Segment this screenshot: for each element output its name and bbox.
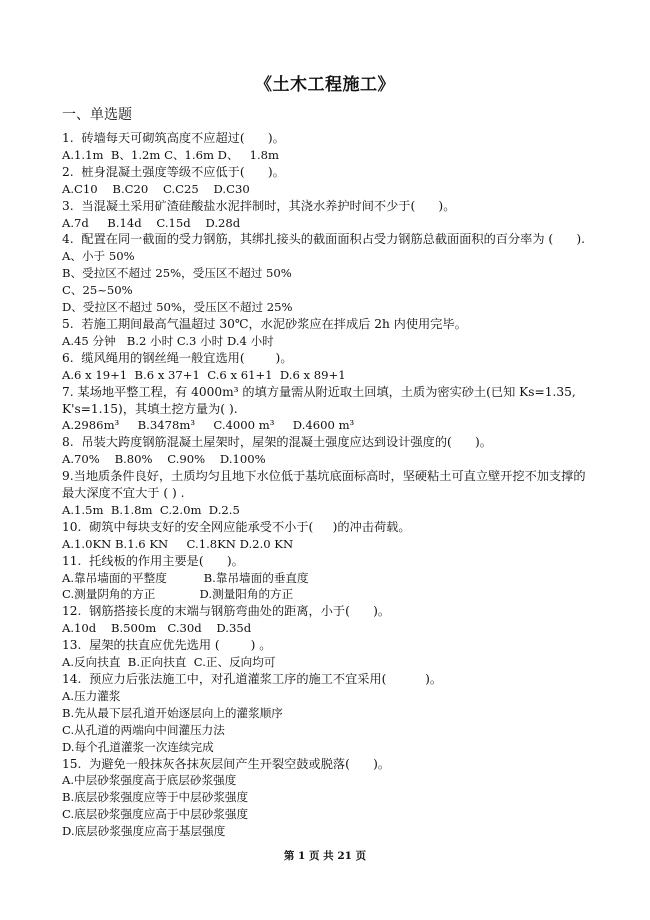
answer-options: D、受拉区不超过 50%，受压区不超过 25%: [62, 300, 293, 315]
answer-options: B.底层砂浆强度应等于中层砂浆强度: [62, 790, 249, 805]
answer-options: C.测量阴角的方正 D.测量阳角的方正: [62, 587, 294, 602]
answer-options: A.中层砂浆强度高于底层砂浆强度: [62, 773, 237, 788]
answer-options: B、受拉区不超过 25%，受压区不超过 50%: [62, 266, 292, 281]
answer-options: D.每个孔道灌浆一次连续完成: [62, 739, 214, 754]
question-text: 6. 缆风绳用的钢丝绳一般宜选用( )。: [62, 350, 293, 365]
answer-options: A.2986m³ B.3478m³ C.4000 m³ D.4600 m³: [62, 418, 355, 433]
answer-options: A、小于 50%: [62, 249, 135, 264]
question-text: 13. 屋架的扶直应优先选用 ( ) 。: [62, 638, 272, 653]
section-heading: 一、单选题: [62, 107, 132, 123]
answer-options: A.1.1m B、1.2m C、1.6m D、 1.8m: [62, 147, 280, 162]
answer-options: A.压力灌浆: [62, 688, 121, 703]
question-text: 3. 当混凝土采用矿渣硅酸盐水泥拌制时，其浇水养护时间不少于( )。: [62, 198, 456, 213]
question-text: 7. 某场地平整工程，有 4000m³ 的填方量需从附近取土回填，土质为密实砂土(已知 Ks=1.35, K's=1.15)，其填土挖方量为( ).: [62, 384, 576, 416]
answer-options: A.70% B.80% C.90% D.100%: [62, 452, 266, 467]
question-text: 12. 钢筋搭接长度的末端与钢筋弯曲处的距离，小于( )。: [62, 604, 391, 619]
answer-options: A.6 x 19+1 B.6 x 37+1 C.6 x 61+1 D.6 x 89+1: [62, 367, 346, 382]
answer-options: C.从孔道的两端向中间灌压力法: [62, 722, 225, 737]
question-text: 8. 吊装大跨度钢筋混凝土屋架时，屋架的混凝土强度应达到设计强度的( )。: [62, 435, 492, 450]
question-text: 2. 桩身混凝土强度等级不应低于( )。: [62, 164, 285, 179]
answer-options: A.1.5m B.1.8m C.2.0m D.2.5: [62, 502, 240, 517]
answer-options: C、25~50%: [62, 283, 133, 298]
page-footer: 第 1 页 共 21 页: [283, 850, 367, 862]
answer-options: A.反向扶直 B.正向扶直 C.正、反向均可: [62, 655, 276, 670]
answer-options: A.1.0KN B.1.6 KN C.1.8KN D.2.0 KN: [62, 536, 294, 551]
answer-options: C.底层砂浆强度应高于中层砂浆强度: [62, 807, 249, 822]
question-text: 10. 砌筑中每块支好的安全网应能承受不小于( )的冲击荷载。: [62, 519, 411, 534]
question-text: 5. 若施工期间最高气温超过 30℃，水泥砂浆应在拌成后 2h 内使用完毕。: [62, 316, 467, 331]
question-list: [62, 130, 597, 840]
question-text: 1. 砖墙每天可砌筑高度不应超过( )。: [62, 131, 285, 145]
question-text: 4. 配置在同一截面的受力钢筋，其绑扎接头的截面面积占受力钢筋总截面面积的百分率为 ( ).: [62, 232, 586, 247]
answer-options: D.底层砂浆强度应高于基层强度: [62, 824, 226, 839]
answer-options: A.靠吊墙面的平整度 B.靠吊墙面的垂直度: [62, 570, 309, 585]
question-text: 15. 为避免一般抹灰各抹灰层间产生开裂空鼓或脱落( )。: [62, 756, 391, 771]
question-text: 11. 托线板的作用主要是( )。: [62, 553, 244, 568]
question-text: 9.当地质条件良好，土质均匀且地下水位低于基坑底面标高时，坚硬粘土可直立壁开挖不加支撑的最大深度不宜大于 ( ) .: [62, 469, 586, 501]
document-title: 《土木工程施工》: [255, 75, 395, 95]
question-text: 14. 预应力后张法施工中，对孔道灌浆工序的施工不宜采用( )。: [62, 672, 443, 686]
answer-options: B.先从最下层孔道开始逐层向上的灌浆顺序: [62, 705, 283, 720]
answer-options: A.7d B.14d C.15d D.28d: [62, 215, 241, 230]
answer-options: A.10d B.500m C.30d D.35d: [62, 621, 252, 636]
answer-options: A.45 分钟 B.2 小时 C.3 小时 D.4 小时: [62, 333, 274, 348]
answer-options: A.C10 B.C20 C.C25 D.C30: [62, 181, 250, 196]
